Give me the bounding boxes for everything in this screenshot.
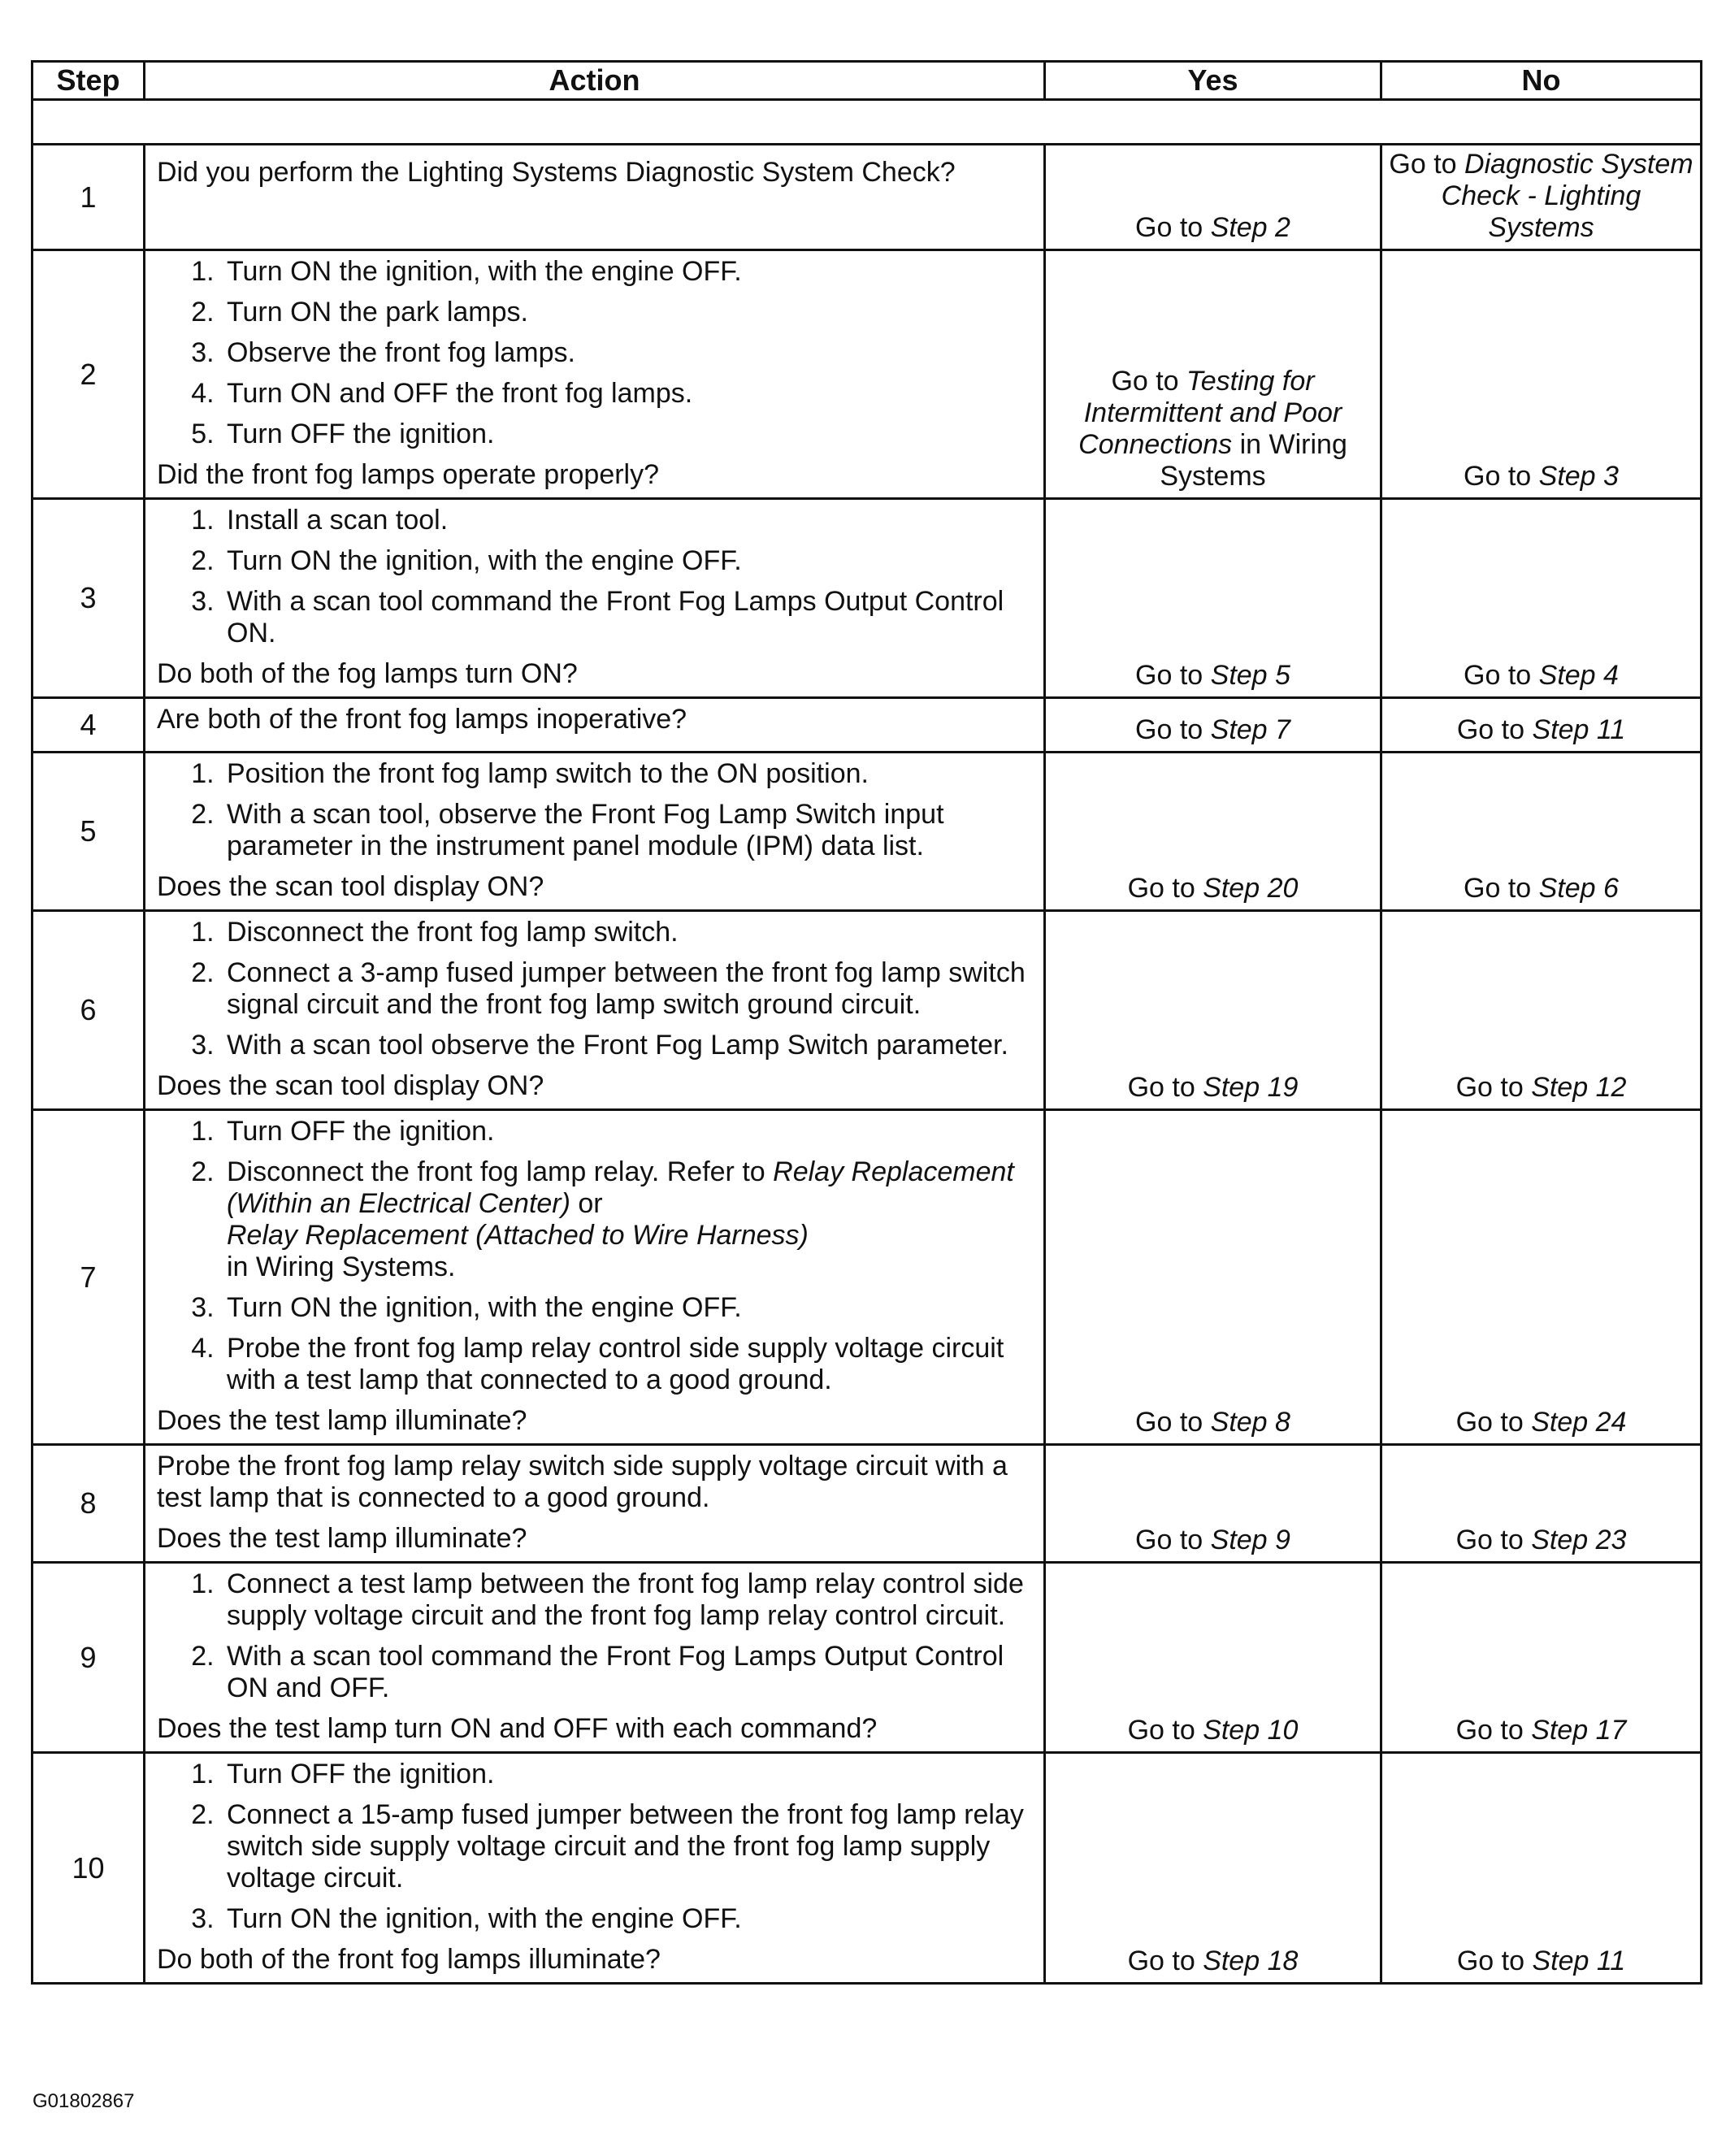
step-number: 6: [33, 911, 145, 1110]
no-reference-link[interactable]: Diagnostic System Check - Lighting Systems: [1441, 149, 1693, 243]
no-cell: [1381, 1445, 1702, 1563]
table-row: [33, 250, 1702, 499]
action-cell: [145, 1445, 1045, 1563]
no-reference-link[interactable]: Step 12: [1531, 1072, 1627, 1103]
no-reference-link[interactable]: Step 11: [1532, 1946, 1626, 1976]
action-question: Do both of the front fog lamps illuminate?: [157, 1944, 661, 1975]
diagnostic-table: [31, 60, 1702, 1985]
action-question: Does the scan tool display ON?: [157, 871, 544, 902]
action-steps-list: [157, 505, 1032, 649]
yes-reference-suffix: in Wiring Systems: [1160, 429, 1347, 492]
action-step: 5. Turn OFF the ignition.: [222, 419, 1032, 450]
no-reference-link[interactable]: Step 3: [1538, 461, 1619, 492]
action-cell: [145, 1563, 1045, 1753]
no-cell: [1381, 1563, 1702, 1753]
no-go-to-text: Go to: [1464, 461, 1539, 492]
action-text: Did you perform the Lighting Systems Diagnostic System Check?: [157, 157, 956, 188]
action-step: 1. Turn OFF the ignition.: [222, 1759, 1032, 1790]
no-go-to-text: Go to: [1464, 660, 1539, 691]
action-question: Did the front fog lamps operate properly?: [157, 459, 660, 490]
no-cell: [1381, 911, 1702, 1110]
no-reference-link[interactable]: Step 17: [1531, 1715, 1627, 1746]
table-row: [33, 698, 1702, 753]
yes-reference-link[interactable]: Testing for Intermittent and Poor Connections: [1078, 366, 1342, 460]
action-step: 3. With a scan tool command the Front Fog Lamps Output Control ON.: [222, 586, 1032, 649]
step-number: 7: [33, 1110, 145, 1445]
step-number: 5: [33, 753, 145, 911]
yes-cell: [1045, 250, 1381, 499]
no-go-to-text: Go to: [1455, 1715, 1532, 1746]
no-cell: [1381, 1753, 1702, 1984]
no-cell: [1381, 145, 1702, 250]
action-text: Are both of the front fog lamps inoperative?: [157, 704, 687, 735]
yes-cell: [1045, 145, 1381, 250]
action-step: 1. Disconnect the front fog lamp switch.: [222, 917, 1032, 948]
yes-cell: [1045, 911, 1381, 1110]
action-cell: [145, 145, 1045, 250]
action-steps-list: [157, 917, 1032, 1061]
yes-column-header: Yes: [1045, 62, 1381, 100]
step-number: 10: [33, 1753, 145, 1984]
yes-cell: [1045, 1563, 1381, 1753]
action-step: 3. Observe the front fog lamps.: [222, 337, 1032, 369]
yes-reference-link[interactable]: Step 5: [1210, 660, 1290, 691]
no-cell: [1381, 698, 1702, 753]
yes-go-to-text: Go to: [1127, 1946, 1203, 1976]
no-reference-link[interactable]: Step 4: [1538, 660, 1619, 691]
yes-cell: [1045, 698, 1381, 753]
action-step: 2. With a scan tool command the Front Fog Lamps Output Control ON and OFF.: [222, 1641, 1032, 1704]
no-cell: [1381, 499, 1702, 698]
action-cell: [145, 911, 1045, 1110]
no-go-to-text: Go to: [1456, 1946, 1533, 1976]
diagnostic-table-container: [31, 60, 1700, 1985]
yes-reference-link[interactable]: Step 7: [1210, 714, 1290, 745]
yes-reference-link[interactable]: Step 18: [1203, 1946, 1299, 1976]
action-cell: [145, 1110, 1045, 1445]
action-steps-list: [157, 758, 1032, 862]
action-cell: [145, 250, 1045, 499]
figure-code: G01802867: [33, 2090, 135, 2112]
action-step: [222, 1156, 1032, 1283]
table-row: [33, 1753, 1702, 1984]
yes-reference-link[interactable]: Step 2: [1210, 212, 1290, 243]
yes-cell: [1045, 1110, 1381, 1445]
no-go-to-text: Go to: [1464, 873, 1539, 904]
yes-go-to-text: Go to: [1135, 660, 1211, 691]
action-step: 4. Probe the front fog lamp relay control side supply voltage circuit with a test lamp that connected to a good ground.: [222, 1333, 1032, 1396]
no-go-to-text: Go to: [1455, 1072, 1532, 1103]
table-row: [33, 911, 1702, 1110]
yes-go-to-text: Go to: [1127, 1072, 1203, 1103]
action-cell: [145, 698, 1045, 753]
relay-link-electrical-center: Relay Replacement (Within an Electrical Center): [227, 1156, 1014, 1219]
table-row: [33, 499, 1702, 698]
action-step: 2. Connect a 3-amp fused jumper between the front fog lamp switch signal circuit and the front fog lamp switch ground circuit.: [222, 957, 1032, 1021]
yes-go-to-text: Go to: [1135, 714, 1211, 745]
yes-go-to-text: Go to: [1135, 1525, 1211, 1555]
action-question: Do both of the fog lamps turn ON?: [157, 658, 578, 689]
action-cell: [145, 1753, 1045, 1984]
action-cell: [145, 753, 1045, 911]
action-step: 2. Turn ON the park lamps.: [222, 297, 1032, 328]
no-cell: [1381, 753, 1702, 911]
step-number: 9: [33, 1563, 145, 1753]
yes-reference-link[interactable]: Step 19: [1203, 1072, 1299, 1103]
action-question: Does the test lamp illuminate?: [157, 1405, 527, 1436]
action-step: 1. Turn OFF the ignition.: [222, 1116, 1032, 1147]
yes-go-to-text: Go to: [1111, 366, 1187, 397]
relay-or-text: or: [570, 1188, 603, 1219]
yes-cell: [1045, 499, 1381, 698]
action-text: Probe the front fog lamp relay switch side supply voltage circuit with a test lamp that is connected to a good ground.: [157, 1451, 1008, 1513]
action-step: 1. Connect a test lamp between the front fog lamp relay control side supply voltage circuit and the front fog lamp relay control circuit.: [222, 1568, 1032, 1632]
action-steps-list: [157, 256, 1032, 450]
table-row: [33, 1563, 1702, 1753]
yes-go-to-text: Go to: [1135, 212, 1211, 243]
action-steps-list: [157, 1759, 1032, 1935]
action-column-header: Action: [145, 62, 1045, 100]
yes-cell: [1045, 1445, 1381, 1563]
action-cell: [145, 499, 1045, 698]
yes-reference-link[interactable]: Step 20: [1203, 873, 1299, 904]
relay-link-wire-harness: Relay Replacement (Attached to Wire Harness): [227, 1220, 809, 1251]
step-number: 8: [33, 1445, 145, 1563]
yes-reference-link[interactable]: Step 10: [1203, 1715, 1299, 1746]
action-step: 2. Turn ON the ignition, with the engine OFF.: [222, 545, 1032, 577]
no-go-to-text: Go to: [1455, 1407, 1532, 1438]
step-number: 1: [33, 145, 145, 250]
table-row: [33, 145, 1702, 250]
action-steps-list: [157, 1568, 1032, 1704]
action-step: 3. Turn ON the ignition, with the engine OFF.: [222, 1292, 1032, 1324]
no-go-to-text: Go to: [1455, 1525, 1532, 1555]
no-go-to-text: Go to: [1389, 149, 1465, 180]
relay-instruction: Disconnect the front fog lamp relay. Refer to: [227, 1156, 774, 1187]
table-row: [33, 1445, 1702, 1563]
no-cell: [1381, 1110, 1702, 1445]
yes-go-to-text: Go to: [1127, 873, 1203, 904]
yes-go-to-text: Go to: [1127, 1715, 1203, 1746]
action-step: 4. Turn ON and OFF the front fog lamps.: [222, 378, 1032, 410]
yes-cell: [1045, 1753, 1381, 1984]
relay-wiring-systems: in Wiring Systems.: [227, 1252, 456, 1282]
step-number: 4: [33, 698, 145, 753]
yes-cell: [1045, 753, 1381, 911]
no-reference-link[interactable]: Step 24: [1531, 1407, 1627, 1438]
yes-go-to-text: Go to: [1135, 1407, 1211, 1438]
no-reference-link[interactable]: Step 11: [1532, 714, 1626, 745]
no-column-header: No: [1381, 62, 1702, 100]
action-step: 3. With a scan tool observe the Front Fog Lamp Switch parameter.: [222, 1030, 1032, 1061]
no-reference-link[interactable]: Step 6: [1538, 873, 1619, 904]
action-step: 1. Position the front fog lamp switch to the ON position.: [222, 758, 1032, 790]
yes-reference-link[interactable]: Step 8: [1210, 1407, 1290, 1438]
action-step: 2. Connect a 15-amp fused jumper between the front fog lamp relay switch side supply voltage circuit and the front fog lamp supply voltage circuit.: [222, 1799, 1032, 1894]
step-column-header: Step: [33, 62, 145, 100]
no-reference-link[interactable]: Step 23: [1531, 1525, 1627, 1555]
step-number: 3: [33, 499, 145, 698]
no-cell: [1381, 250, 1702, 499]
action-step: 1. Turn ON the ignition, with the engine OFF.: [222, 256, 1032, 288]
action-question: Does the test lamp illuminate?: [157, 1523, 527, 1554]
no-go-to-text: Go to: [1456, 714, 1533, 745]
action-steps-list: [157, 1116, 1032, 1396]
step-number: 2: [33, 250, 145, 499]
table-row: [33, 753, 1702, 911]
blank-spacer-row: [33, 100, 1702, 145]
yes-reference-link[interactable]: Step 9: [1210, 1525, 1290, 1555]
action-question: Does the test lamp turn ON and OFF with each command?: [157, 1713, 878, 1744]
action-step: 2. With a scan tool, observe the Front Fog Lamp Switch input parameter in the instrument panel module (IPM) data list.: [222, 799, 1032, 862]
action-step: 3. Turn ON the ignition, with the engine OFF.: [222, 1903, 1032, 1935]
action-question: Does the scan tool display ON?: [157, 1070, 544, 1101]
header-row: [33, 62, 1702, 100]
table-row: [33, 1110, 1702, 1445]
action-step: 1. Install a scan tool.: [222, 505, 1032, 536]
